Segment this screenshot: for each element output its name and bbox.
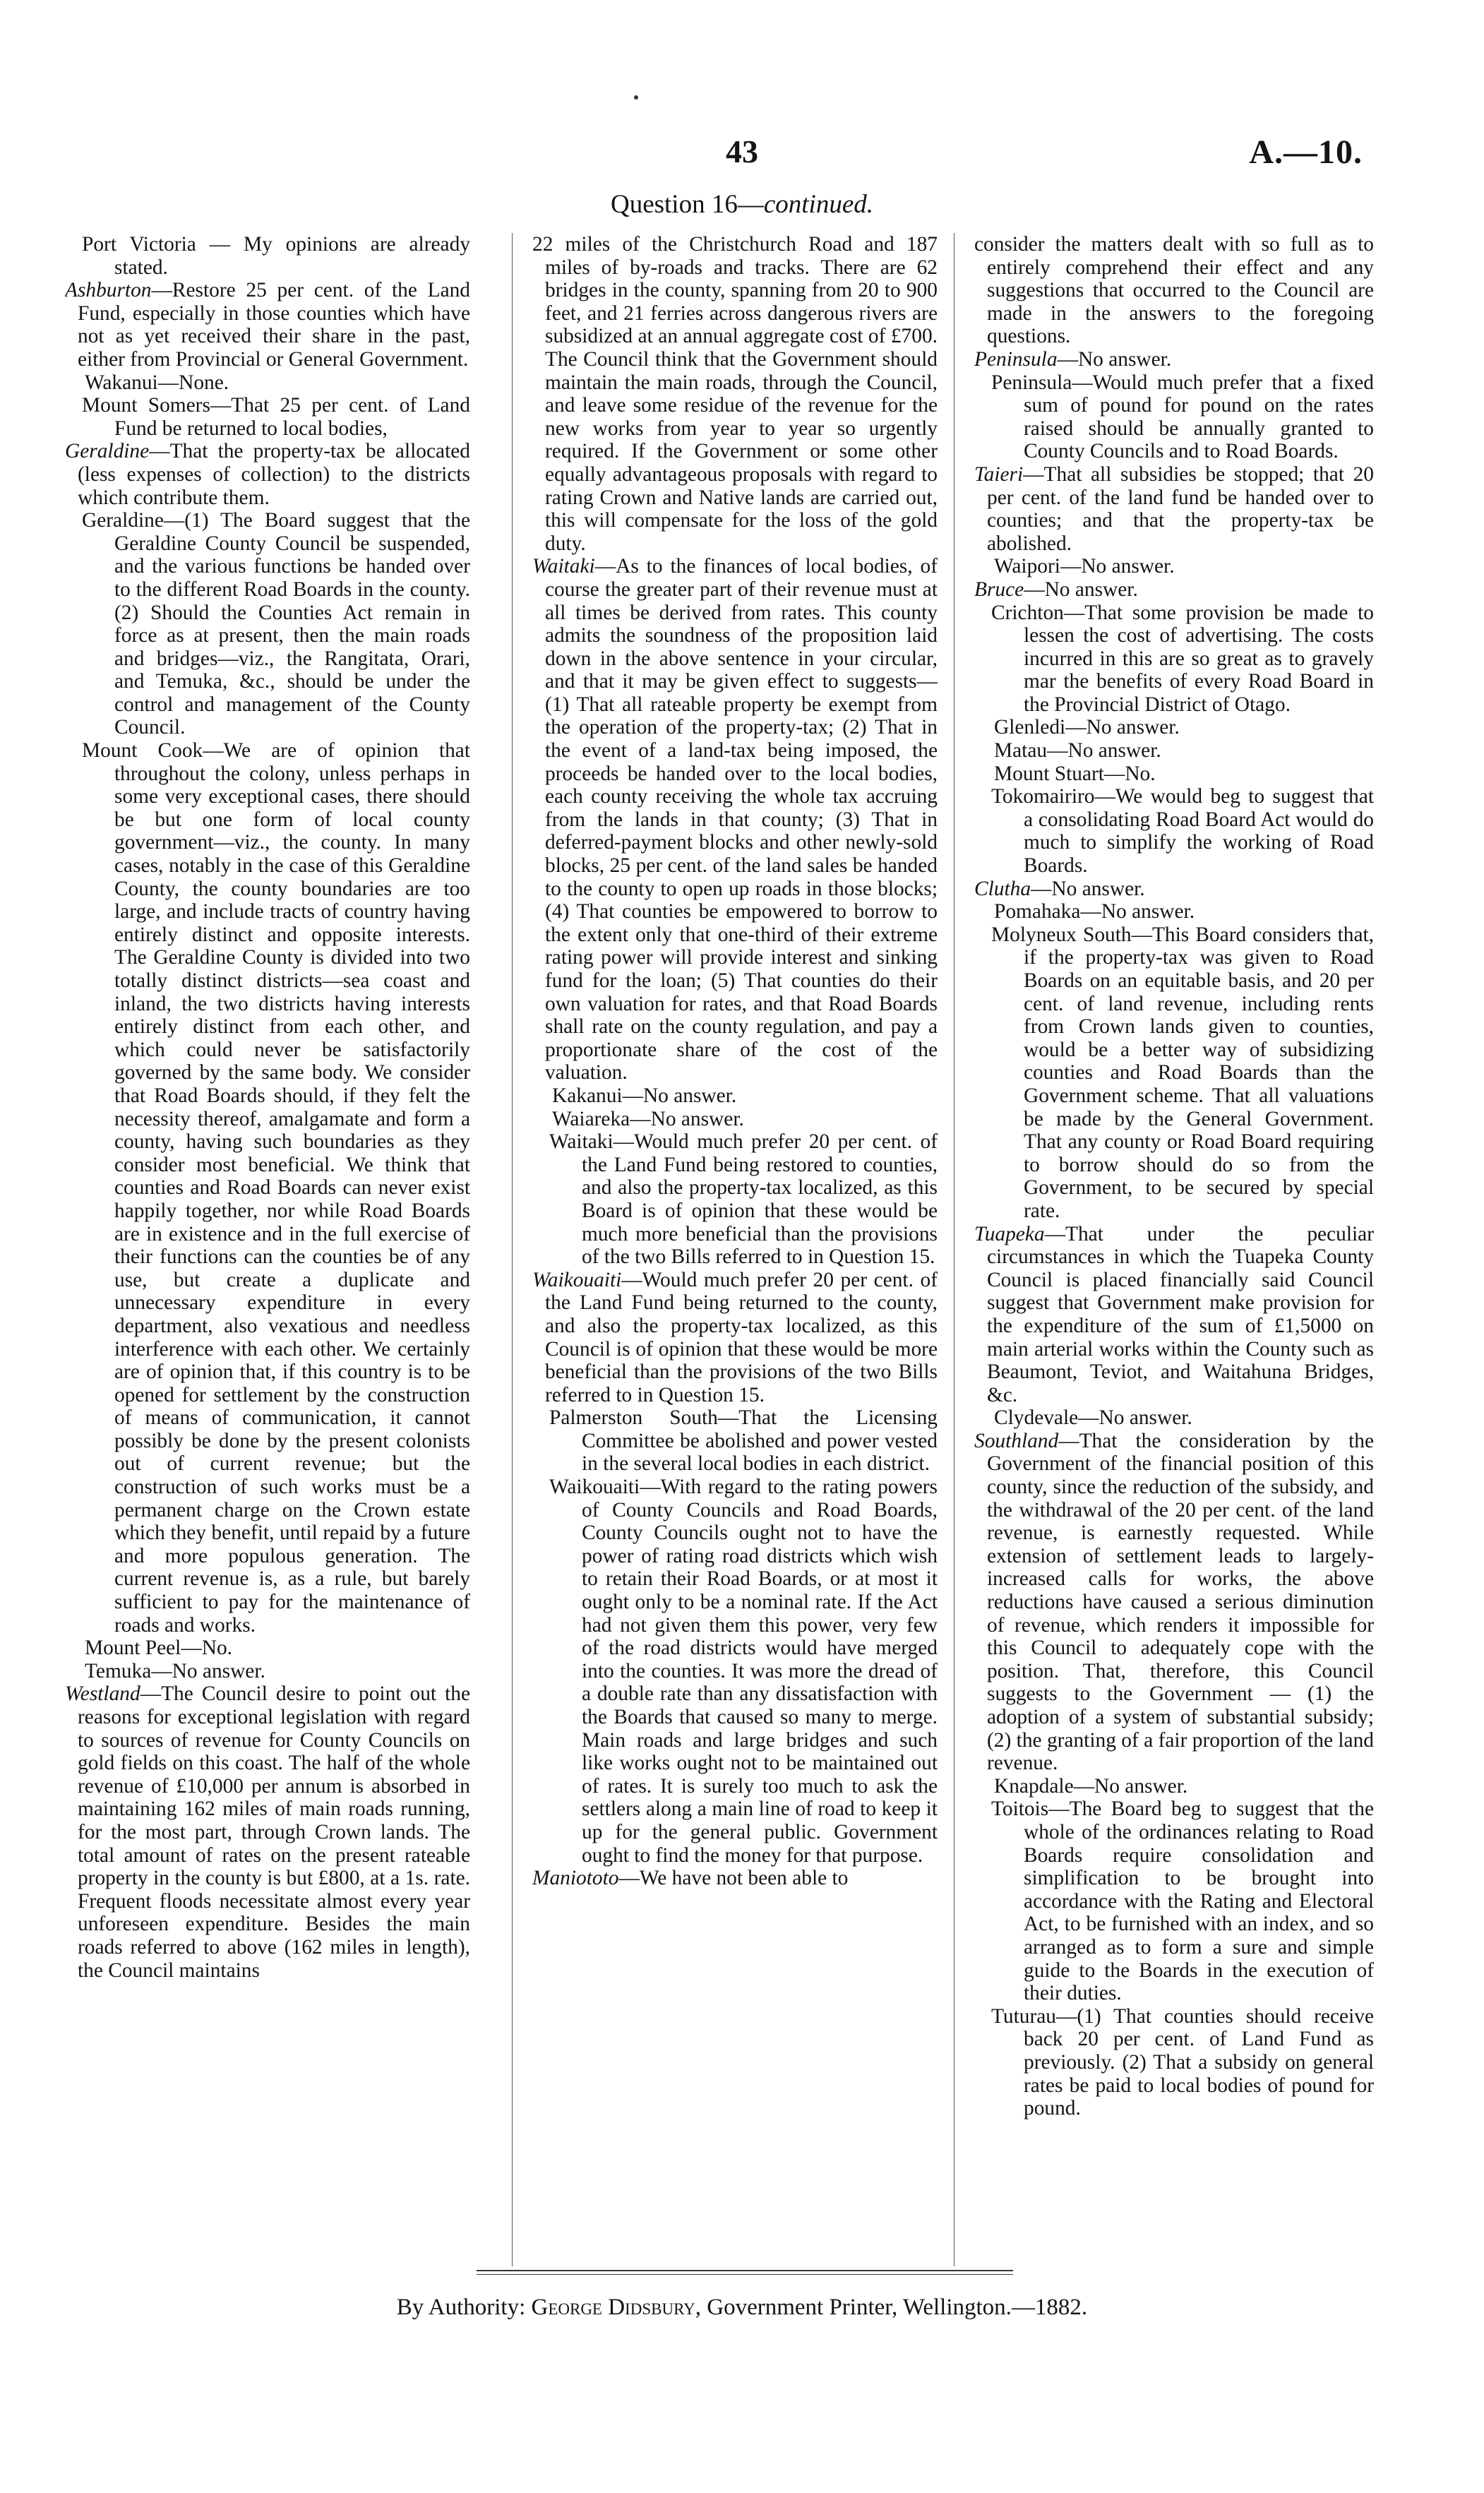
board-entry <box>974 716 1374 739</box>
entry-text: consider the matters dealt with so full as to entirely comprehend their effect and any suggestions that occurred to the Council are made in the answers to the foregoing questions. <box>974 233 1374 348</box>
county-entry <box>974 348 1374 371</box>
board-entry <box>532 1130 938 1269</box>
board-entry <box>65 739 470 1637</box>
board-entry <box>974 1406 1374 1430</box>
entry-text: Mount Somers—That 25 per cent. of Land Fund be returned to local bodies, <box>82 394 470 440</box>
entry-text: —As to the finances of local bodies, of course the greater part of their revenue must at all times be derived from rates. This county admits the soundness of the proposition laid down in the above sentence in your circular, and that it may be given effect to suggests—(1) That all rateable property be exempt from the operation of the property-tax; (2) That in the event of a land-tax being imposed, the proceeds be handed over to the local bodies, each county receiving the whole tax accruing from the lands in that county; (3) That in deferred-payment blocks and other newly-sold blocks, 25 per cent. of the land sales be handed to the county to open up roads in those blocks; (4) That counties be empowered to borrow to the extent only that one-third of their extreme rating power will provide interest and sinking fund for the loan; (5) That counties do their own valuation for rates, and that Road Boards shall rate on the county regulation, and pay a proportionate share of the cost of the valuation. <box>545 555 938 1084</box>
entry-text: Tokomairiro—We would beg to suggest that a consolidating Road Board Act would do much to simplify the working of Road Boards. <box>991 785 1374 878</box>
board-entry <box>974 555 1374 578</box>
imprint-prefix: By Authority: <box>396 2295 532 2320</box>
county-name: Taieri <box>974 462 1024 486</box>
footer-rule <box>477 2274 1013 2275</box>
board-entry <box>65 233 470 279</box>
ink-dot <box>634 95 638 100</box>
entry-text: Pomahaka—No answer. <box>994 900 1195 923</box>
board-entry <box>65 1637 470 1660</box>
county-entry <box>974 463 1374 555</box>
county-entry <box>974 578 1374 602</box>
entry-text: —No answer. <box>1057 347 1172 371</box>
entry-text: Mount Cook—We are of opinion that throughout the colony, unless perhaps in some very exceptional cases, there should be but one form of local county government—viz., the county. In many cases, notably in the case of this Geraldine County, the county boundaries are too large, and include tracts of country having entirely distinct and opposite interests. The Geraldine County is divided into two totally distinct districts—sea coast and inland, the two districts having interests entirely distinct from each other, and which could never be satisfactorily governed by the same body. We consider that Road Boards should, if they felt the necessity thereof, amalgamate and form a county, having such boundaries as they consider most beneficial. We think that counties and Road Boards can never exist happily together, nor while Road Boards are in existence and in the full exercise of their functions can the counties be of any use, but create a duplicate and unnecessary expenditure in every department, also vexatious and needless interference with each other. We certainly are of opinion that, if this country is to be opened for settlement by the construction of means of communication, it cannot possibly be done by the present colonists out of current revenue; but the construction of such works must be a permanent charge on the Crown estate which they benefit, until repaid by a future and more populous generation. The current revenue is, as a rule, but barely sufficient to pay for the maintenance of roads and works. <box>82 739 470 1637</box>
entry-text: Waikouaiti—With regard to the rating powers of County Councils and Road Boards, County Councils ought not to have the power of rating road districts which wish to retain their Road Boards, or at most it ought only to be a nominal rate. If the Act had not given them this power, very few of the road districts would have merged into the counties. It was more the dread of a double rate than any dissatisfaction with the Boards that caused so many to merge. Main roads and large bridges and such like works ought not to be maintained out of rates. It is surely too much to ask the settlers along a main line of road to keep it up for the general public. Government ought to find the money for that purpose. <box>549 1476 938 1867</box>
board-entry <box>532 233 938 555</box>
board-entry <box>532 1084 938 1108</box>
board-entry <box>532 1406 938 1476</box>
board-entry <box>974 900 1374 923</box>
heading-italic: continued. <box>763 190 873 219</box>
board-entry <box>974 785 1374 877</box>
board-entry <box>974 763 1374 786</box>
board-entry <box>532 1108 938 1131</box>
entry-text: 22 miles of the Christchurch Road and 187 miles of by-roads and tracks. There are 62 bridges in the county, spanning from 20 to 900 feet, and 21 ferries across dangerous rivers are subsidized at an annual aggregate cost of £700. The Council think that the Government should maintain the main roads, through the Council, and leave some residue of the revenue for the new works from year to year so urgently required. If the Government or some other equally advantageous proposals with regard to rating Crown and Native lands are carried out, this will compensate for the loss of the gold duty. <box>532 233 938 555</box>
county-name: Peninsula <box>974 347 1058 371</box>
entry-text: —That all subsidies be stopped; that 20 per cent. of the land fund be handed over to counties; and that the property-tax be abolished. <box>987 462 1374 555</box>
entry-text: —The Council desire to point out the reasons for exceptional legislation with regard to sources of revenue for County Councils on gold fields on this coast. The half of the whole revenue of £10,000 per annum is absorbed in maintaining 162 miles of main roads running, for the most part, through Crown lands. The total amount of rates on the present rateable property in the county is but £800, at a 1s. rate. Frequent floods necessitate almost every year unforeseen expenditure. Besides the main roads referred to above (162 miles in length), the Council maintains <box>78 1682 470 1982</box>
entry-text: Peninsula—Would much prefer that a fixed sum of pound for pound on the rates raised should be annually granted to County Councils and to Road Boards. <box>991 371 1374 463</box>
section-heading <box>0 189 1484 220</box>
column-divider <box>954 233 955 2266</box>
board-entry <box>65 371 470 395</box>
footer-rule <box>477 2270 1013 2271</box>
entry-text: Glenledi—No answer. <box>994 716 1180 739</box>
entry-text: Port Victoria — My opinions are already stated. <box>82 233 470 279</box>
printer-imprint <box>0 2295 1484 2321</box>
county-name: Geraldine <box>65 440 150 463</box>
entry-text: Knapdale—No answer. <box>994 1774 1188 1798</box>
county-name: Westland <box>65 1682 140 1706</box>
entry-text: —We have not been able to <box>618 1867 849 1890</box>
entry-text: Palmerston South—That the Licensing Committee be abolished and power vested in the several local bodies in each district. <box>549 1406 938 1476</box>
county-entry <box>974 1223 1374 1407</box>
entry-text: Wakanui—None. <box>85 371 229 394</box>
column-divider <box>512 233 513 2266</box>
entry-text: Waiareka—No answer. <box>552 1107 744 1130</box>
county-name: Ashburton <box>65 279 152 302</box>
board-entry <box>974 371 1374 463</box>
county-entry <box>65 1682 470 1982</box>
county-entry <box>532 1269 938 1407</box>
column-left <box>65 233 470 2259</box>
county-name: Maniototo <box>532 1867 619 1890</box>
page-number: 43 <box>726 133 758 169</box>
board-entry <box>974 233 1374 348</box>
entry-text: Molyneux South—This Board considers that, if the property-tax was given to Road Boards on an equitable basis, and 20 per cent. of land revenue, including rents from Crown lands given to counties, would be a better way of subsidizing counties and Road Boards than the Government scheme. That all valuations be made by the General Government. That any county or Road Board requiring to borrow should do so from the Government, to be secured by special rate. <box>991 923 1374 1222</box>
board-entry <box>974 1775 1374 1798</box>
county-name: Bruce <box>974 578 1024 601</box>
board-entry <box>974 739 1374 763</box>
entry-text: —That the consideration by the Government of the financial position of this county, since the reduction of the subsidy, and the withdrawal of the 20 per cent. of the land revenue, is earnestly requested. While extension of settlement leads to largely-increased calls for works, the above reductions have caused a serious diminution of revenue, which renders it impossible for this Council to adequately cope with the position. That, therefore, this Council suggests to the Government — (1) the adoption of a system of substantial subsidy; (2) the granting of a fair proportion of the land revenue. <box>987 1429 1374 1775</box>
entry-text: —Would much prefer 20 per cent. of the Land Fund being returned to the county, and also the property-tax localized, as this Council is of opinion that these would be more beneficial than the provisions of the two Bills referred to in Question 15. <box>545 1268 938 1406</box>
county-name: Tuapeka <box>974 1222 1045 1245</box>
county-entry <box>532 555 938 1084</box>
board-entry <box>65 509 470 739</box>
entry-text: —No answer. <box>1031 877 1145 900</box>
board-entry <box>974 1798 1374 2004</box>
board-entry <box>974 602 1374 717</box>
entry-text: —That the property-tax be allocated (less expenses of collection) to the districts which contribute them. <box>78 440 470 509</box>
entry-text: Crichton—That some provision be made to lessen the cost of advertising. The costs incurred in this are so great as to gravely mar the benefits of every Road Board in the Provincial District of Otago. <box>991 601 1374 716</box>
county-name: Waitaki <box>532 555 595 578</box>
county-entry <box>974 1430 1374 1775</box>
entry-text: Waipori—No answer. <box>994 555 1175 578</box>
board-entry <box>974 2005 1374 2120</box>
entry-text: Temuka—No answer. <box>85 1659 265 1682</box>
county-entry <box>65 440 470 509</box>
imprint-printer: George Didsbury <box>531 2295 695 2320</box>
entry-text: Mount Stuart—No. <box>994 762 1156 785</box>
heading-main: Question 16— <box>610 190 764 219</box>
county-entry <box>974 878 1374 901</box>
entry-text: Tuturau—(1) That counties should receive back 20 per cent. of Land Fund as previously. (2) That a subsidy on general rates be paid to local bodies of pound for pound. <box>991 2004 1374 2120</box>
imprint-suffix: , Government Printer, Wellington.—1882. <box>695 2295 1088 2320</box>
entry-text: Waitaki—Would much prefer 20 per cent. of the Land Fund being restored to counties, and also the property-tax localized, as this Board is of opinion that these would be much more beneficial than the provisions of the two Bills referred to in Question 15. <box>549 1130 938 1269</box>
entry-text: Clydevale—No answer. <box>994 1406 1192 1430</box>
board-entry <box>974 923 1374 1223</box>
board-entry <box>65 1660 470 1683</box>
county-entry <box>65 279 470 371</box>
entry-text: —No answer. <box>1024 578 1138 601</box>
county-name: Southland <box>974 1429 1059 1452</box>
county-name: Clutha <box>974 877 1031 900</box>
entry-text: Geraldine—(1) The Board suggest that the Geraldine County Council be suspended, and the various functions be handed over to the different Road Boards in the county. (2) Should the Counties Act remain in force as at present, then the main roads and bridges—viz., the Rangitata, Orari, and Temuka, &c., should be under the control and management of the County Council. <box>82 509 470 739</box>
entry-text: —That under the peculiar circumstances in which the Tuapeka County Council is placed financially said Council suggest that Government make provision for the expenditure of the sum of £1,5000 on main arterial works within the County such as Beaumont, Teviot, and Waitahuna Bridges, &c. <box>987 1222 1374 1406</box>
board-entry <box>65 394 470 440</box>
entry-text: Kakanui—No answer. <box>552 1084 737 1107</box>
document-reference: A.—10. <box>1249 133 1363 171</box>
entry-text: Toitois—The Board beg to suggest that the whole of the ordinances relating to Road Boards require consolidation and simplification to be brought into accordance with the Rating and Electoral Act, to be furnished with an index, and so arranged as to form a sure and simple guide to the Boards in the execution of their duties. <box>991 1798 1374 2005</box>
entry-text: —Restore 25 per cent. of the Land Fund, especially in those counties which have not as yet received their share in the past, either from Provincial or General Government. <box>78 279 470 371</box>
entry-text: Matau—No answer. <box>994 739 1161 763</box>
column-middle <box>532 233 938 2259</box>
entry-text: Mount Peel—No. <box>85 1637 232 1660</box>
board-entry <box>532 1476 938 1867</box>
county-name: Waikouaiti <box>532 1268 622 1291</box>
county-entry <box>532 1867 938 1890</box>
column-right <box>974 233 1374 2259</box>
